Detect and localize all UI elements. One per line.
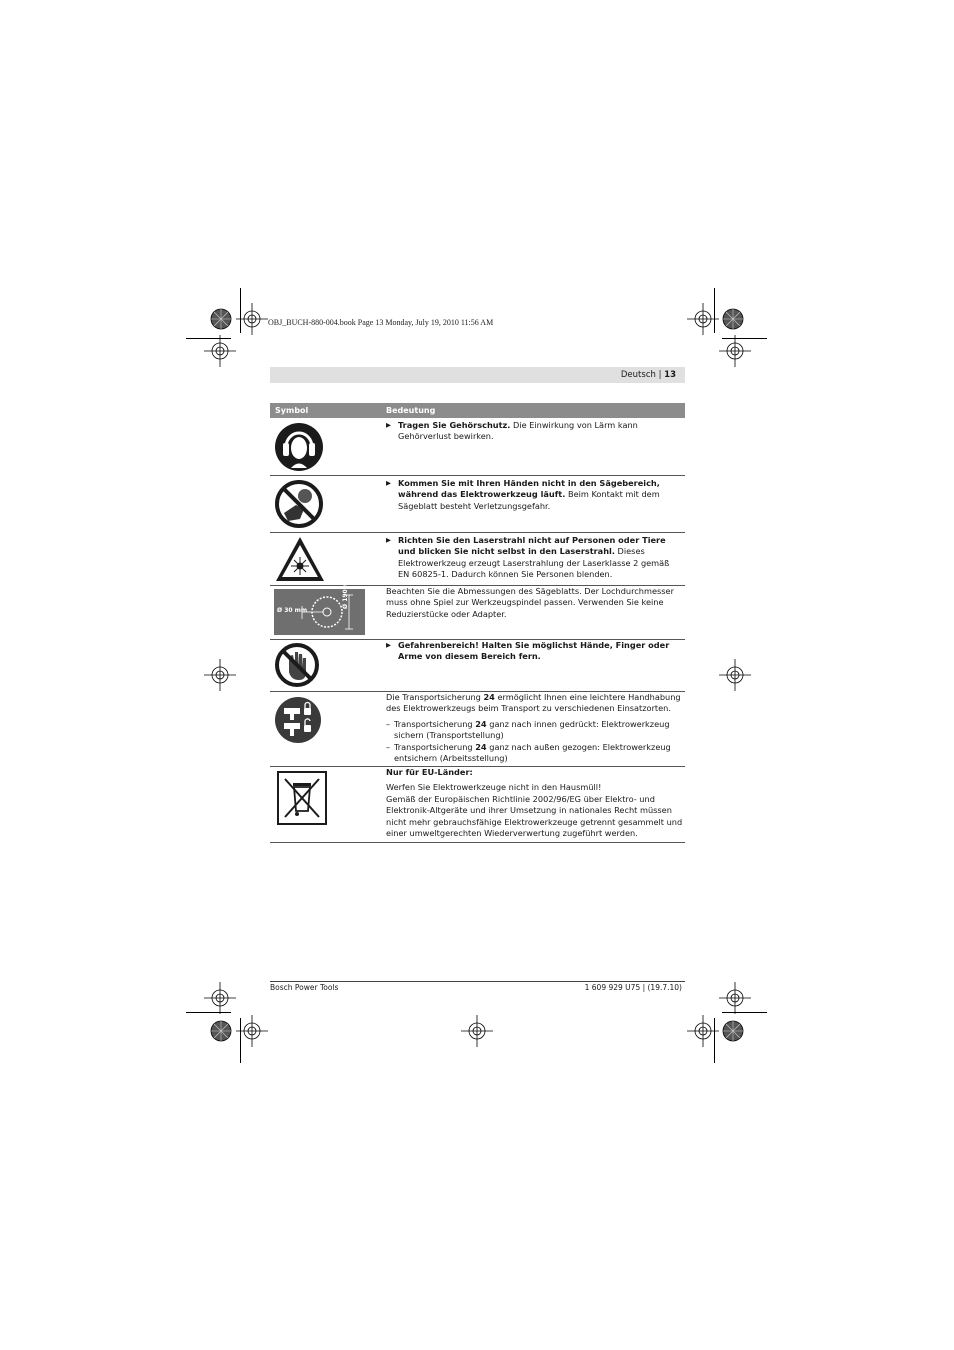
row1-bold: Tragen Sie Gehörschutz. (398, 420, 511, 430)
table-row (270, 767, 685, 843)
row6-item2: – Transportsicherung 24 ganz nach außen gezogen: Elektrowerkzeug entsichern (Arbeitsstellung) (386, 742, 683, 765)
diameter-label: Ø 190 mm (342, 574, 349, 609)
table-row (270, 640, 685, 692)
footer-divider (270, 981, 685, 982)
row7-line2: Gemäß der Europäischen Richtlinie 2002/96/EG über Elektro- und Elektronik-Altgeräte und ihrer Umsetzung in nationales Recht müssen nicht mehr gebrauchsfähige Elektrowerkzeuge getrennt gesammelt und einer umweltgerechten Wiederverwertung zugeführt werden. (386, 793, 683, 839)
crossed-bin-icon (277, 771, 327, 825)
bore-label: Ø 30 mm (277, 607, 308, 614)
hearing-protection-icon (274, 422, 324, 472)
table-row (270, 418, 685, 476)
page-number: 13 (664, 370, 676, 380)
table-row (270, 476, 685, 533)
row3-text: Dieses Elektrowerkzeug erzeugt Laserstrahlung der Laserklasse 2 gemäß EN 60825-1. Dadurch können Sie Personen blenden. (398, 546, 670, 580)
footer-brand: Bosch Power Tools (270, 983, 339, 992)
col-meaning: Bedeutung (386, 406, 436, 415)
table-row (270, 533, 685, 586)
row2-bold: Kommen Sie mit Ihren Händen nicht in den Sägebereich, während das Elektrowerkzeug läuft. (398, 478, 660, 500)
no-hands-saw-icon (274, 479, 324, 529)
header-language: Deutsch (620, 370, 656, 380)
table-row (270, 574, 685, 640)
row7-line1: Werfen Sie Elektrowerkzeuge nicht in den Hausmüll! (386, 782, 602, 793)
no-hand-icon (274, 642, 320, 688)
footer-docnum: 1 609 929 U75 | (19.7.10) (584, 983, 682, 992)
laser-warning-icon (274, 535, 326, 583)
row6-intro: Die Transportsicherung 24 ermöglicht Ihnen eine leichtere Handhabung des Elektrowerkzeugs beim Transport zu verschiedenen Einsatzorten. (386, 692, 681, 714)
table-header (270, 403, 685, 418)
row7-title: Nur für EU-Länder: (386, 767, 473, 777)
row3-bold: Richten Sie den Laserstrahl nicht auf Personen oder Tiere und blicken Sie nicht selbst in den Laserstrahl. (398, 535, 666, 557)
row1-text: Die Einwirkung von Lärm kann Gehörverlust bewirken. (398, 420, 638, 442)
header-separator: | (658, 370, 662, 380)
row6-item1: – Transportsicherung 24 ganz nach innen gedrückt: Elektrowerkzeug sichern (Transportstellung) (386, 719, 683, 742)
saw-blade-dimensions-icon (274, 574, 365, 635)
table-row (270, 692, 685, 767)
print-info: OBJ_BUCH-880-004.book Page 13 Monday, July 19, 2010 11:56 AM (268, 318, 494, 327)
row5-bold: Gefahrenbereich! Halten Sie möglichst Hände, Finger oder Arme von diesem Bereich fern. (398, 640, 670, 662)
page-header (270, 367, 685, 383)
row4-text: Beachten Sie die Abmessungen des Sägeblatts. Der Lochdurchmesser muss ohne Spiel zur Werkzeugspindel passen. Verwenden Sie keine Reduzierstücke oder Adapter. (386, 586, 674, 619)
col-symbol: Symbol (275, 406, 309, 415)
transport-lock-icon (274, 696, 322, 744)
row2-text: Beim Kontakt mit dem Sägeblatt besteht Verletzungsgefahr. (398, 489, 660, 511)
